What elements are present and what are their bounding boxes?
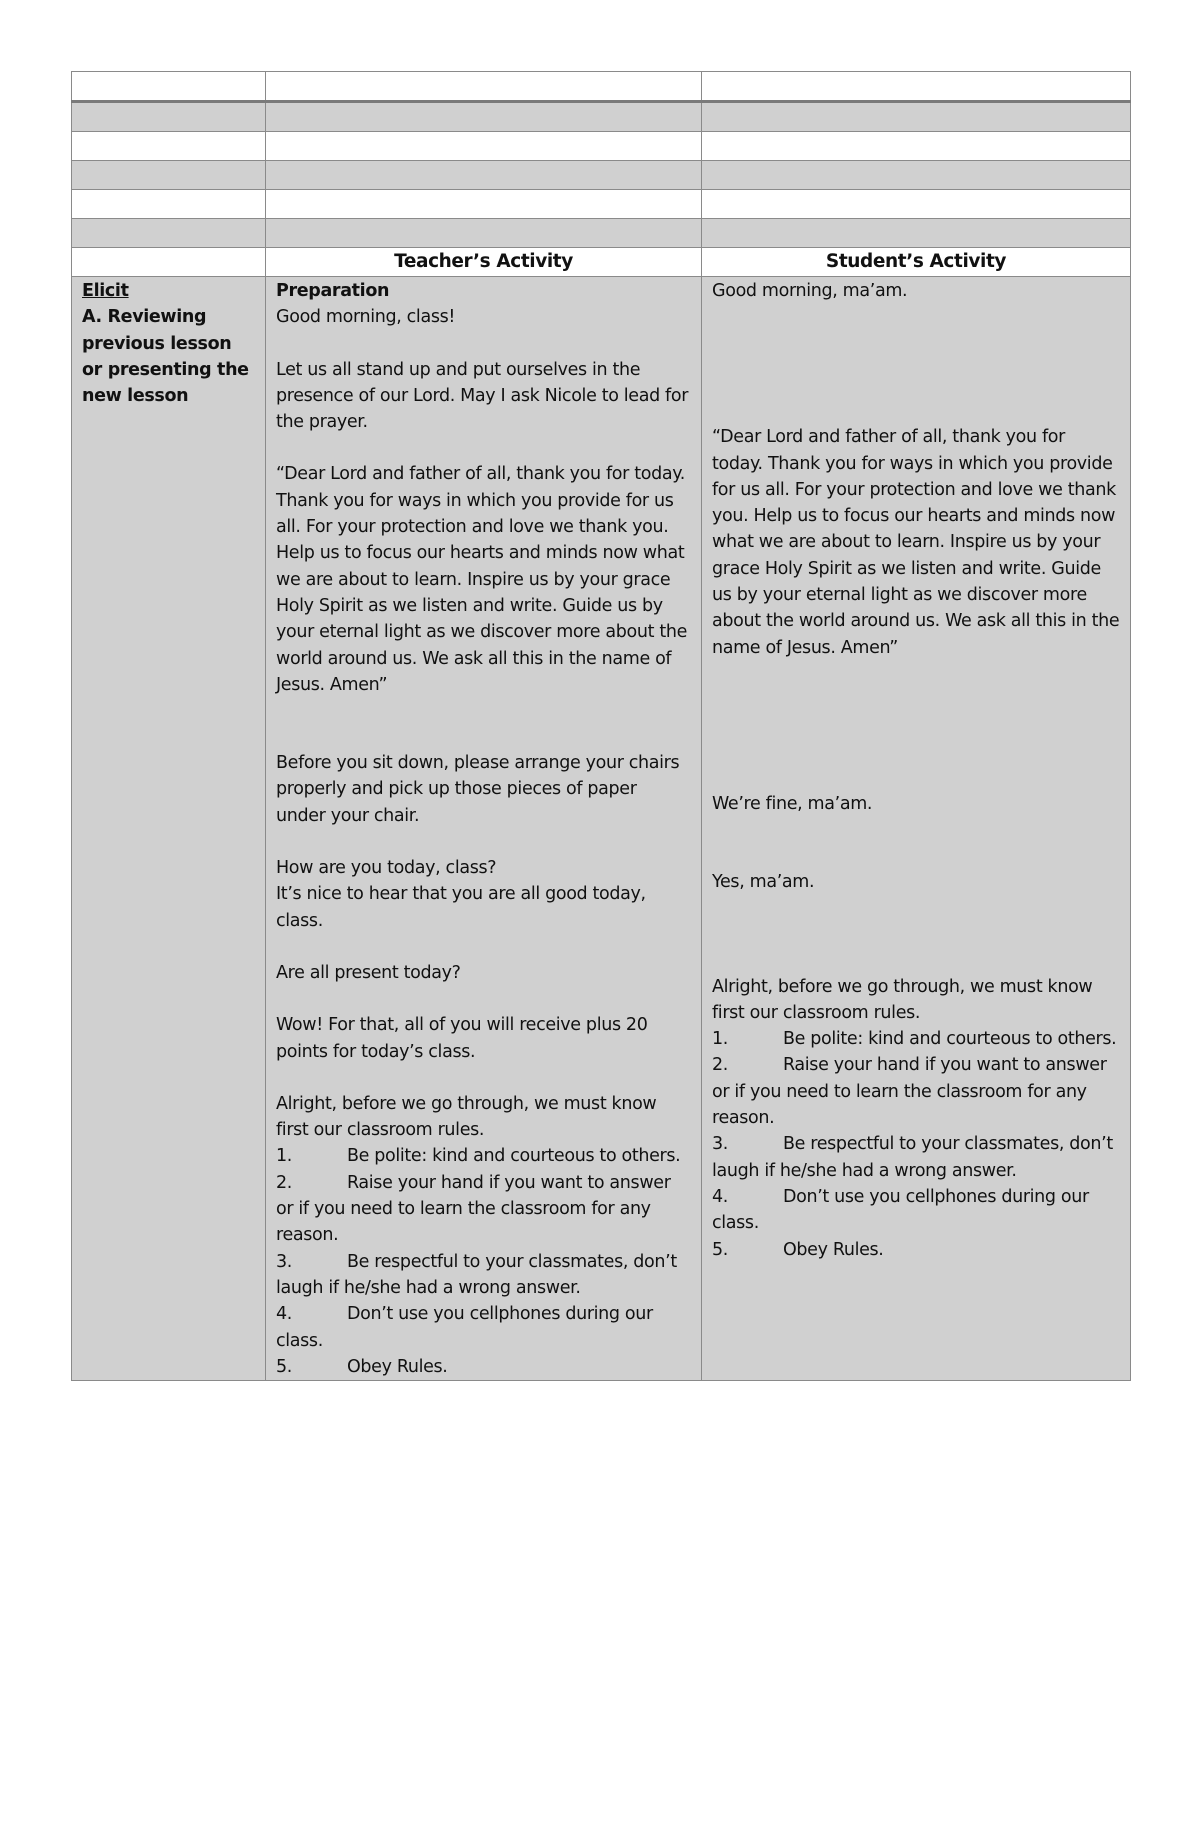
teacher-nice-to-hear: It’s nice to hear that you are all good today, class. xyxy=(276,884,646,931)
rule-item: 1. Be polite: kind and courteous to others. xyxy=(276,1146,681,1167)
student-yes-reply: Yes, ma’am. xyxy=(712,872,815,893)
lesson-plan-table xyxy=(71,71,1131,1381)
rule-item: 5. Obey Rules. xyxy=(276,1356,448,1377)
teacher-rules-intro: Alright, before we go through, we must know first our classroom rules. xyxy=(276,1093,657,1141)
rule-item: 2. Raise your hand if you want to answer or if you need to learn the classroom for any reason. xyxy=(712,1055,1107,1129)
rule-item: 3. Be respectful to your classmates, don’t laugh if he/she had a wrong answer. xyxy=(712,1134,1113,1181)
teacher-how-are-you: How are you today, class? xyxy=(276,858,497,879)
teacher-points: Wow! For that, all of you will receive plus 20 points for today’s class. xyxy=(276,1015,648,1062)
phase-title: Elicit xyxy=(82,281,129,301)
rule-item: 5. Obey Rules. xyxy=(712,1239,884,1260)
preparation-heading: Preparation xyxy=(276,281,390,301)
header-row xyxy=(72,248,1131,277)
teacher-activity-cell xyxy=(266,277,702,1381)
blank-row xyxy=(72,102,1131,132)
student-activity-header: Student’s Activity xyxy=(702,248,1131,277)
rule-item: 4. Don’t use you cellphones during our class. xyxy=(276,1304,653,1351)
student-prayer: “Dear Lord and father of all, thank you for today. Thank you for ways in which you provide for us all. For your protection and love we thank you. Help us to focus our hearts and minds now what we are about to learn. Inspire us by your grace Holy Spirit as we listen and write. Guide us by your eternal light as we discover more about the world around us. We ask all this in the name of Jesus. Amen” xyxy=(712,427,1120,658)
blank-row xyxy=(72,161,1131,190)
student-rules-intro: Alright, before we go through, we must know first our classroom rules. xyxy=(712,976,1093,1023)
blank-row xyxy=(72,72,1131,102)
teacher-activity-header: Teacher’s Activity xyxy=(266,248,702,277)
student-activity-cell xyxy=(702,277,1131,1381)
phase-subtitle: A. Reviewing previous lesson or presenting the new lesson xyxy=(82,307,249,407)
rule-item: 1. Be polite: kind and courteous to others. xyxy=(712,1029,1117,1050)
blank-row xyxy=(72,190,1131,219)
rule-item: 3. Be respectful to your classmates, don’t laugh if he/she had a wrong answer. xyxy=(276,1251,677,1298)
rule-item: 2. Raise your hand if you want to answer or if you need to learn the classroom for any reason. xyxy=(276,1172,671,1246)
teacher-attendance-question: Are all present today? xyxy=(276,962,461,983)
teacher-greeting: Good morning, class! xyxy=(276,307,456,328)
teacher-arrange-chairs: Before you sit down, please arrange your chairs properly and pick up those pieces of paper under your chair. xyxy=(276,753,680,826)
teacher-prayer: “Dear Lord and father of all, thank you for today. Thank you for ways in which you provide for us all. For your protection and love we thank you. Help us to focus our hearts and minds now what we are about to learn. Inspire us by your grace Holy Spirit as we listen and write. Guide us by your eternal light as we discover more about the world around us. We ask all this in the name of Jesus. Amen” xyxy=(276,464,687,695)
phase-cell xyxy=(72,277,266,1381)
elicit-row xyxy=(72,277,1131,1381)
rule-item: 4. Don’t use you cellphones during our class. xyxy=(712,1186,1089,1234)
blank-row xyxy=(72,132,1131,161)
student-fine-reply: We’re fine, ma’am. xyxy=(712,793,873,814)
student-greeting: Good morning, ma’am. xyxy=(712,281,908,301)
teacher-prayer-intro: Let us all stand up and put ourselves in the presence of our Lord. May I ask Nicole to lead for the prayer. xyxy=(276,359,689,433)
blank-row xyxy=(72,219,1131,248)
